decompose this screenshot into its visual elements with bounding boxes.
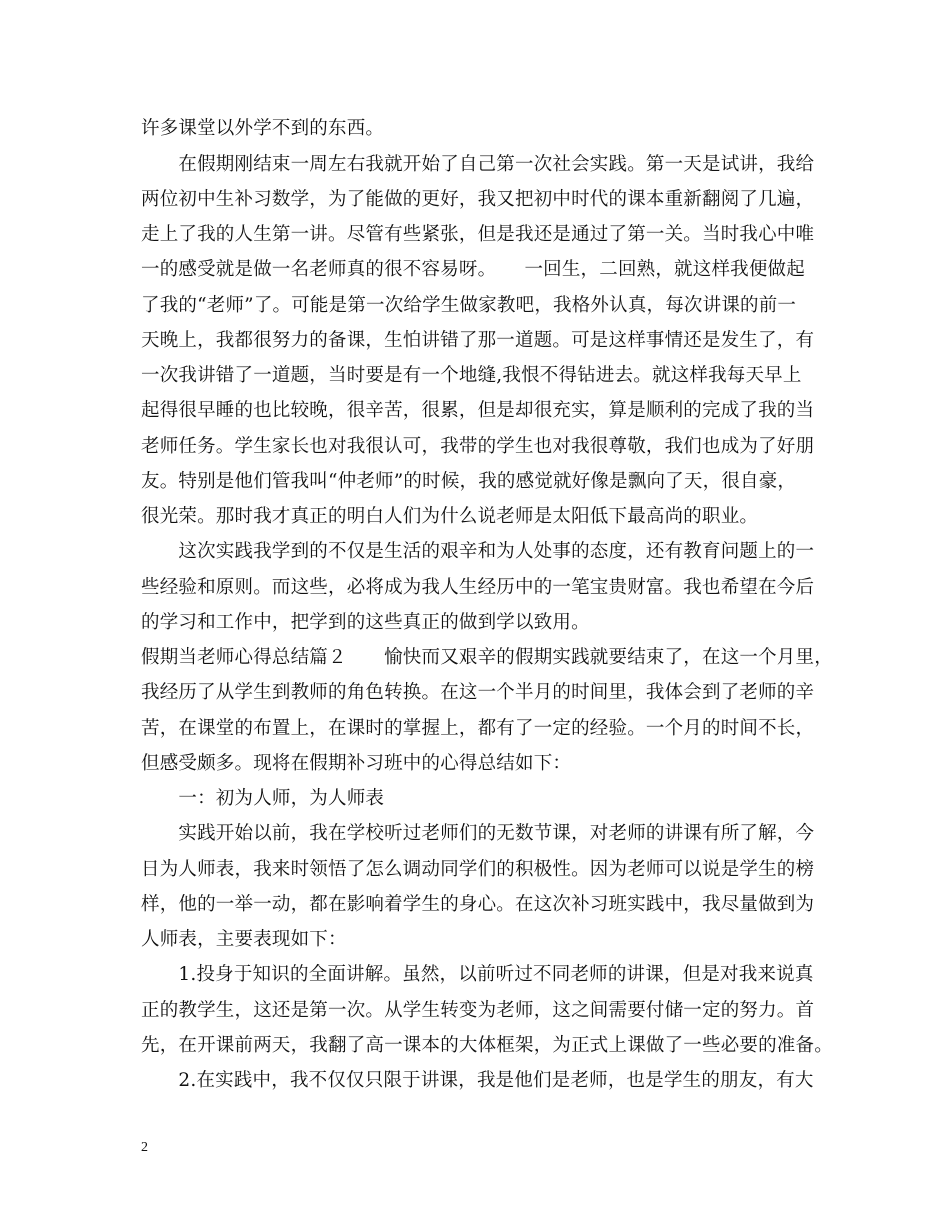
text-line: 日为人师表，我来时领悟了怎么调动同学们的积极性。因为老师可以说是学生的榜 <box>141 859 815 880</box>
text-line: 一：初为人师，为人师表 <box>141 788 385 809</box>
text-line: 2.在实践中，我不仅仅只限于讲课，我是他们是老师，也是学生的朋友，有大 <box>141 1070 814 1091</box>
text-line: 走上了我的人生第一讲。尽管有些紧张，但是我还是通过了第一关。当时我心中唯 <box>141 224 815 245</box>
text-line: 我经历了从学生到教师的角色转换。在这一个半月的时间里，我体会到了老师的辛 <box>141 682 815 703</box>
text-line: 一次我讲错了一道题，当时要是有一个地缝,我恨不得钻进去。就这样我每天早上 <box>141 365 802 386</box>
text-line: 友。特别是他们管我叫“仲老师”的时候，我的感觉就好像是飘向了天，很自豪， <box>141 471 797 492</box>
text-line: 两位初中生补习数学，为了能做的更好，我又把初中时代的课本重新翻阅了几遍， <box>141 189 815 210</box>
text-line: 1.投身于知识的全面讲解。虽然，以前听过不同老师的讲课，但是对我来说真 <box>141 964 814 985</box>
text-line: 正的教学生，这还是第一次。从学生转变为老师，这之间需要付储一定的努力。首 <box>141 1000 815 1021</box>
text-line: 实践开始以前，我在学校听过老师们的无数节课，对老师的讲课有所了解，今 <box>141 823 815 844</box>
text-line: 天晚上，我都很努力的备课，生怕讲错了那一道题。可是这样事情还是发生了，有 <box>141 330 815 351</box>
text-line: 在假期刚结束一周左右我就开始了自己第一次社会实践。第一天是试讲，我给 <box>141 154 815 175</box>
text-line: 先，在开课前两天，我翻了高一课本的大体框架，为正式上课做了一些必要的准备。 <box>141 1035 833 1056</box>
page-number: 2 <box>141 1140 148 1155</box>
text-line: 许多课堂以外学不到的东西。 <box>141 118 385 139</box>
text-line: 假期当老师心得总结篇２ 愉快而又艰辛的假期实践就要结束了，在这一个月里， <box>141 647 833 668</box>
text-line: 一的感受就是做一名老师真的很不容易呀。 一回生，二回熟，就这样我便做起 <box>141 259 805 280</box>
text-line: 的学习和工作中，把学到的这些真正的做到学以致用。 <box>141 612 590 633</box>
text-line: 起得很早睡的也比较晚，很辛苦，很累，但是却很充实，算是顺利的完成了我的当 <box>141 400 815 421</box>
text-line: 人师表，主要表现如下： <box>141 929 347 950</box>
text-line: 这次实践我学到的不仅是生活的艰辛和为人处事的态度，还有教育问题上的一 <box>141 541 815 562</box>
text-line: 些经验和原则。而这些，必将成为我人生经历中的一笔宝贵财富。我也希望在今后 <box>141 577 815 598</box>
text-line: 苦，在课堂的布置上，在课时的掌握上，都有了一定的经验。一个月的时间不长， <box>141 718 815 739</box>
text-line: 很光荣。那时我才真正的明白人们为什么说老师是太阳低下最高尚的职业。 <box>141 506 759 527</box>
text-line: 样，他的一举一动，都在影响着学生的身心。在这次补习班实践中，我尽量做到为 <box>141 894 815 915</box>
text-line: 但感受颇多。现将在假期补习班中的心得总结如下： <box>141 753 572 774</box>
text-line: 了我的“老师”了。可能是第一次给学生做家教吧，我格外认真，每次讲课的前一 <box>141 295 797 316</box>
text-line: 老师任务。学生家长也对我很认可，我带的学生也对我很尊敬，我们也成为了好朋 <box>141 436 815 457</box>
